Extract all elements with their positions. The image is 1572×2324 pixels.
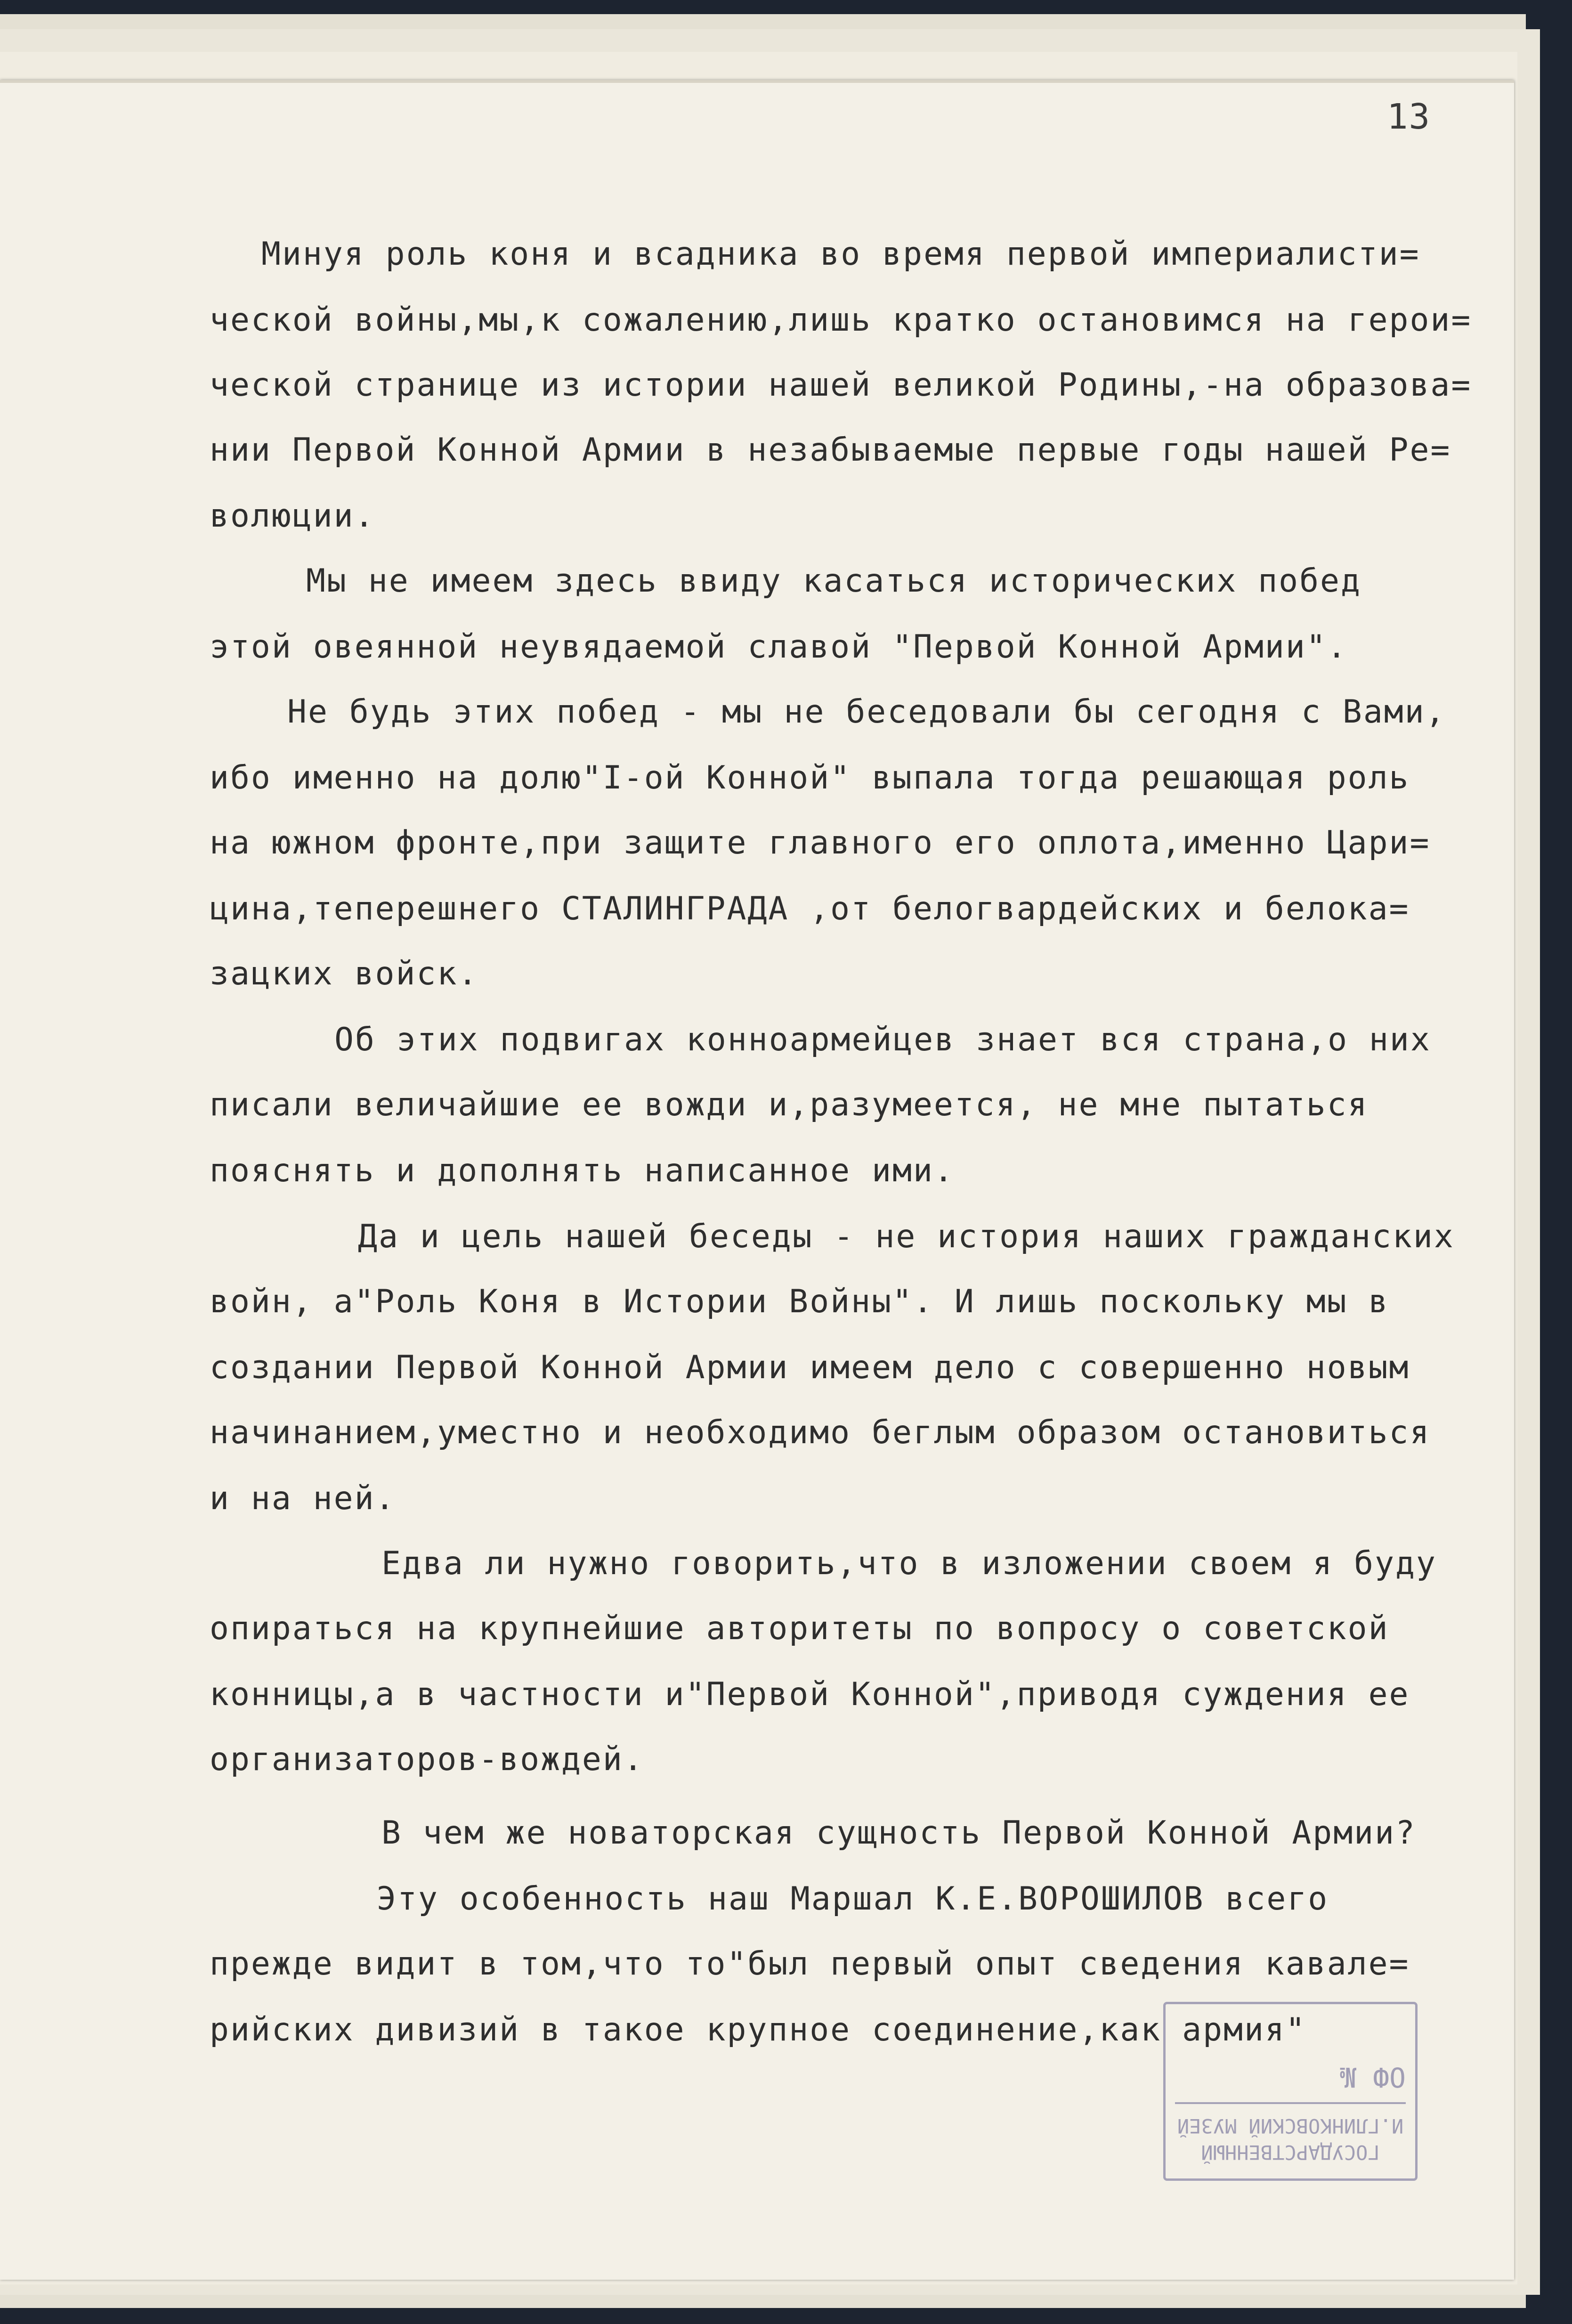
text-line: Едва ли нужно говорить,что в изложении своем я буду: [381, 1545, 1437, 1582]
museum-stamp: [1163, 2002, 1418, 2181]
text-line: прежде видит в том,что то"был первый опыт сведения кавале=: [210, 1945, 1410, 1983]
text-line: пояснять и дополнять написанное ими.: [210, 1152, 955, 1189]
text-line: этой овеянной неувядаемой славой "Первой Конной Армии".: [210, 628, 1348, 666]
text-line: нии Первой Конной Армии в незабываемые первые годы нашей Ре=: [210, 431, 1451, 469]
stamp-museum-name: И.ГЛИНКОВСКИЙ МУЗЕЙ: [1177, 2114, 1404, 2137]
text-line: рийских дивизий в такое крупное соединение,как армия": [210, 2011, 1306, 2048]
text-line: писали величайшие ее вожди и,разумеется, не мне пытаться: [210, 1086, 1369, 1123]
text-line: цина,теперешнего СТАЛИНГРАДА ,от белогвардейских и белока=: [210, 890, 1410, 927]
page-edge: [0, 80, 1514, 83]
text-line: зацких войск.: [210, 955, 479, 992]
text-line: В чем же новаторская сущность Первой Конной Армии?: [381, 1814, 1416, 1852]
stamp-title: ГОСУДАРСТВЕННЫЙ: [1201, 2141, 1380, 2164]
text-line: Эту особенность наш Маршал К.Е.ВОРОШИЛОВ всего: [377, 1880, 1329, 1918]
text-line: на южном фронте,при защите главного его оплота,именно Цари=: [210, 824, 1431, 861]
text-line: Да и цель нашей беседы - не история наших гражданских: [358, 1218, 1455, 1255]
text-line: Минуя роль коня и всадника во время первой империалисти=: [261, 236, 1420, 273]
stamp-divider: [1175, 2102, 1406, 2104]
text-line: создании Первой Конной Армии имеем дело с совершенно новым: [210, 1349, 1410, 1386]
text-line: Об этих подвигах конноармейцев знает вся страна,о них: [334, 1021, 1431, 1058]
stamp-inventory-number: ОФ №: [1340, 2061, 1406, 2093]
text-line: волюции.: [210, 497, 375, 535]
text-line: войн, а"Роль Коня в Истории Войны". И лишь поскольку мы в: [210, 1283, 1389, 1320]
text-line: Мы не имеем здесь ввиду касаться исторических побед: [306, 562, 1361, 600]
text-line: организаторов-вождей.: [210, 1741, 644, 1778]
text-line: ческой войны,мы,к сожалению,лишь кратко остановимся на герои=: [210, 301, 1472, 339]
page-number: 13: [1387, 97, 1431, 137]
text-line: Не будь этих побед - мы не беседовали бы сегодня с Вами,: [287, 693, 1446, 731]
text-line: начинанием,уместно и необходимо беглым образом остановиться: [210, 1414, 1431, 1451]
text-line: ческой странице из истории нашей великой Родины,-на образова=: [210, 366, 1472, 404]
text-line: опираться на крупнейшие авторитеты по вопросу о советской: [210, 1610, 1389, 1647]
text-line: ибо именно на долю"I-ой Конной" выпала тогда решающая роль: [210, 759, 1410, 796]
text-line: конницы,а в частности и"Первой Конной",приводя суждения ее: [210, 1676, 1410, 1713]
text-line: и на ней.: [210, 1480, 396, 1517]
